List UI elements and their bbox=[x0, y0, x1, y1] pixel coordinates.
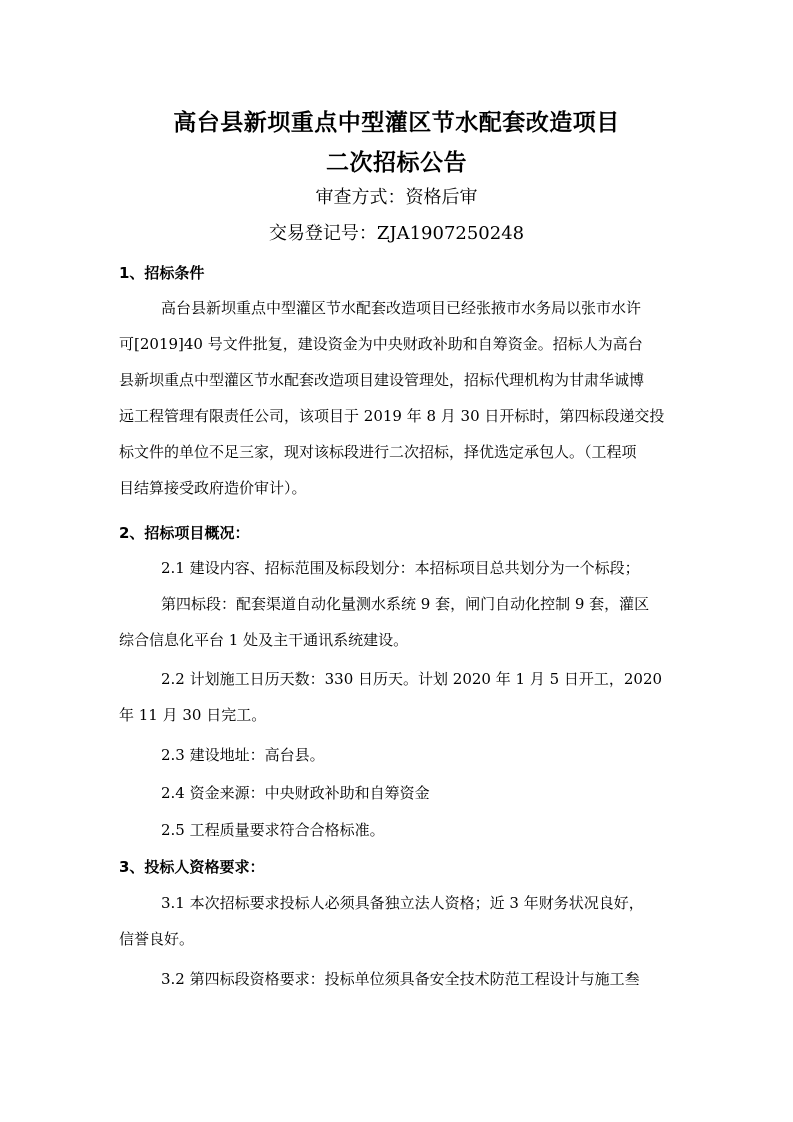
paragraph-line: 年 11 月 30 日完工。 bbox=[119, 706, 267, 724]
section-heading: 1、招标条件 bbox=[119, 264, 205, 282]
paragraph-line: 信誉良好。 bbox=[119, 930, 195, 948]
paragraph-line: 2.5 工程质量要求符合合格标准。 bbox=[161, 821, 385, 839]
paragraph-line: 标文件的单位不足三家，现对该标段进行二次招标，择优选定承包人。（工程项 bbox=[119, 443, 637, 461]
section-heading: 3、投标人资格要求： bbox=[119, 858, 265, 876]
paragraph-line: 2.2 计划施工日历天数：330 日历天。计划 2020 年 1 月 5 日开工，2020 bbox=[161, 670, 663, 688]
paragraph-line: 3.2 第四标段资格要求：投标单位须具备安全技术防范工程设计与施工叁 bbox=[161, 970, 640, 988]
paragraph-line: 2.1 建设内容、招标范围及标段划分：本招标项目总共划分为一个标段； bbox=[161, 559, 640, 577]
document-title-line2: 二次招标公告 bbox=[326, 150, 467, 176]
paragraph-line: 综合信息化平台 1 处及主干通讯系统建设。 bbox=[119, 631, 409, 649]
paragraph-line: 远工程管理有限责任公司，该项目于 2019 年 8 月 30 日开标时，第四标段递交投 bbox=[119, 407, 665, 425]
section-heading: 2、招标项目概况： bbox=[119, 524, 250, 542]
paragraph-line: 高台县新坝重点中型灌区节水配套改造项目已经张掖市水务局以张市水许 bbox=[161, 299, 642, 317]
paragraph-line: 2.4 资金来源：中央财政补助和自筹资金 bbox=[161, 784, 430, 802]
document-title-line1: 高台县新坝重点中型灌区节水配套改造项目 bbox=[173, 110, 620, 136]
paragraph-line: 第四标段：配套渠道自动化量测水系统 9 套，闸门自动化控制 9 套，灌区 bbox=[161, 595, 650, 613]
review-method: 审查方式：资格后审 bbox=[315, 187, 478, 208]
paragraph-line: 目结算接受政府造价审计）。 bbox=[119, 479, 307, 497]
paragraph-line: 2.3 建设地址：高台县。 bbox=[161, 746, 325, 764]
registration-number: 交易登记号：ZJA1907250248 bbox=[268, 223, 525, 244]
paragraph-line: 可[2019]40 号文件批复，建设资金为中央财政补助和自筹资金。招标人为高台 bbox=[119, 335, 643, 353]
paragraph-line: 县新坝重点中型灌区节水配套改造项目建设管理处，招标代理机构为甘肃华诚博 bbox=[119, 371, 645, 389]
paragraph-line: 3.1 本次招标要求投标人必须具备独立法人资格；近 3 年财务状况良好， bbox=[161, 894, 644, 912]
